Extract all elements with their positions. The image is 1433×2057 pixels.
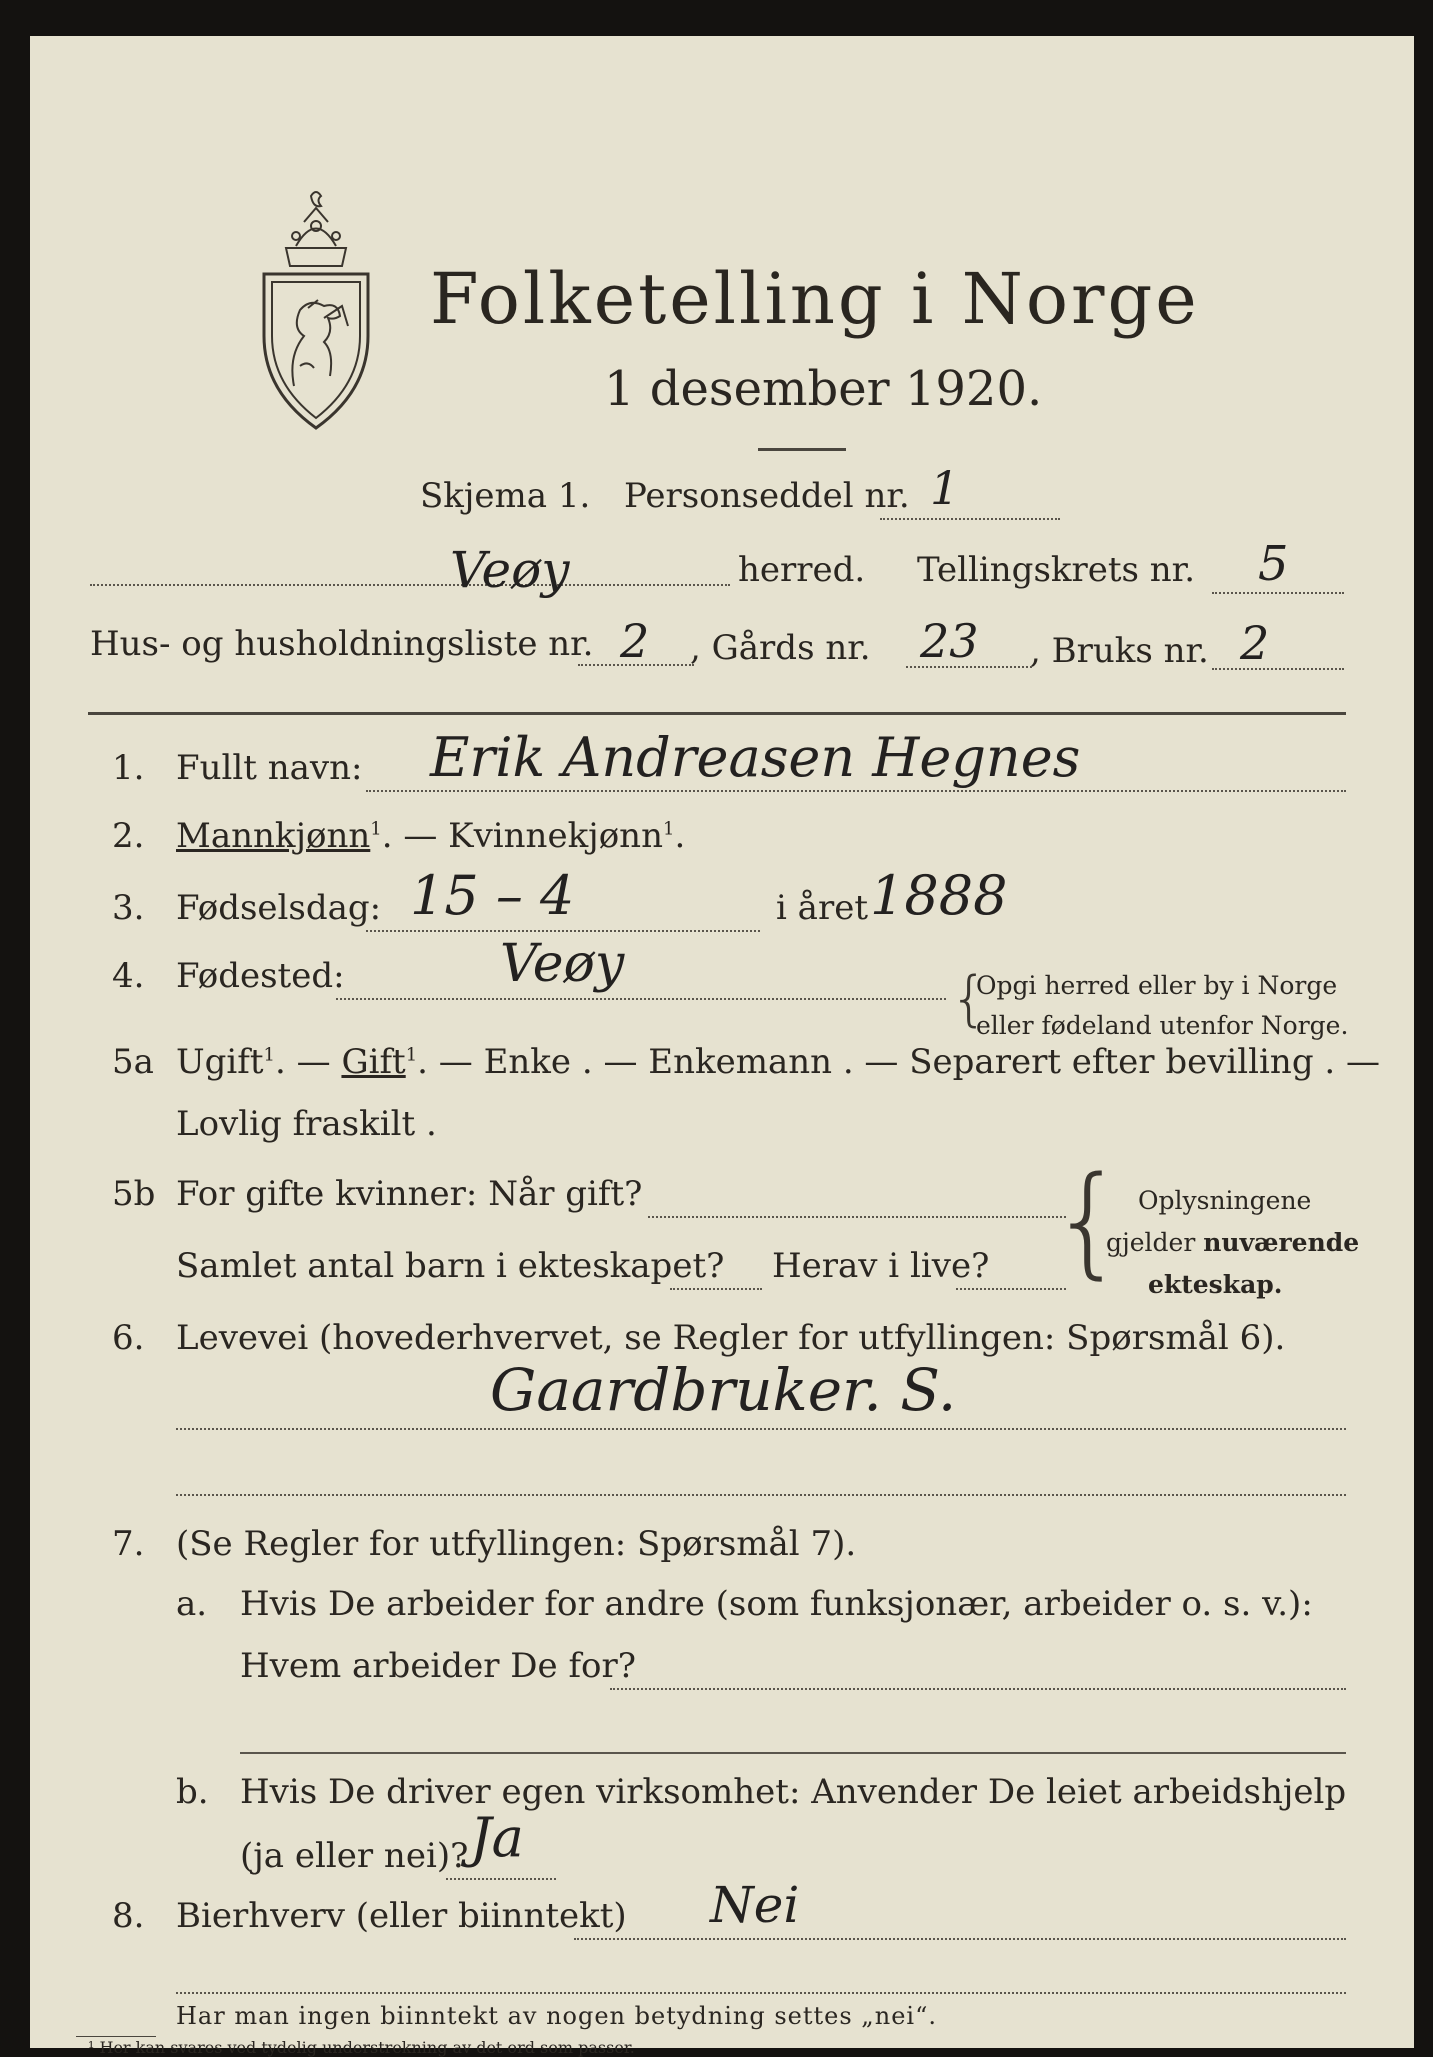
bruks-field xyxy=(1212,668,1344,670)
tellingskrets-field xyxy=(1212,592,1344,594)
q2-options: Mannkjønn$^1$. — Kvinnekjønn$^1$. xyxy=(176,816,686,856)
mannkjonn-option: Mannkjønn xyxy=(176,816,371,856)
q1-label: Fullt navn: xyxy=(176,748,363,788)
tellingskrets-label: Tellingskrets nr. xyxy=(917,550,1196,590)
q8-field-line2 xyxy=(176,1992,1346,1994)
other-status-options: . — Enke . — Enkemann . — Separert efter bevilling . — xyxy=(417,1042,1381,1082)
birth-year-value: 1888 xyxy=(870,864,1008,927)
bruks-nr-value: 2 xyxy=(1240,616,1270,670)
personseddel-label: Personseddel nr. xyxy=(624,476,910,516)
q6-number: 6. xyxy=(112,1318,145,1358)
husholdningsliste-nr-value: 2 xyxy=(620,614,650,668)
birthplace-value: Veøy xyxy=(500,934,625,994)
q7b-line1: Hvis De driver egen virksomhet: Anvender De leiet arbeidshjelp xyxy=(240,1772,1347,1812)
q5b-line1: For gifte kvinner: Når gift? xyxy=(176,1174,643,1214)
side-income-value: Nei xyxy=(710,1876,800,1934)
q6-field-line2 xyxy=(176,1494,1346,1496)
q5b-children-field xyxy=(670,1288,762,1290)
hired-help-value: Ja xyxy=(470,1806,524,1869)
personseddel-nr-value: 1 xyxy=(930,461,960,515)
q7-label: (Se Regler for utfyllingen: Spørsmål 7). xyxy=(176,1524,857,1564)
q2-number: 2. xyxy=(112,816,145,856)
q4-label: Fødested: xyxy=(176,956,345,996)
skjema-label: Skjema 1. xyxy=(420,476,591,516)
q4-note-line1: Opgi herred eller by i Norge xyxy=(976,971,1338,1000)
q5b-herav-label: Herav i live? xyxy=(772,1246,990,1286)
census-date: 1 desember 1920. xyxy=(604,361,1043,417)
herred-label: herred. xyxy=(738,550,866,590)
q5a-line2: Lovlig fraskilt . xyxy=(176,1104,437,1144)
q7b-field xyxy=(446,1878,556,1880)
q7a-line2: Hvem arbeider De for? xyxy=(240,1646,636,1686)
footer-note: Har man ingen biinntekt av nogen betydning settes „nei“. xyxy=(176,2002,937,2030)
gift-option: Gift xyxy=(341,1042,406,1082)
q8-number: 8. xyxy=(112,1896,145,1936)
q7b-letter: b. xyxy=(176,1772,209,1812)
q7a-field-line2 xyxy=(240,1752,1346,1754)
q5b-brace: { xyxy=(1050,1152,1127,1291)
q4-number: 4. xyxy=(112,956,145,996)
personseddel-field xyxy=(880,518,1060,520)
q6-label: Levevei (hovederhvervet, se Regler for utfyllingen: Spørsmål 6). xyxy=(176,1318,1286,1358)
q5b-note-line1: Oplysningene xyxy=(1138,1186,1312,1215)
tellingskrets-nr-value: 5 xyxy=(1258,536,1289,592)
q3-day-field xyxy=(366,930,760,932)
q8-field-line1 xyxy=(574,1938,1346,1940)
q3-label: Fødselsdag: xyxy=(176,888,382,928)
q6-field-line1 xyxy=(176,1428,1346,1430)
norwegian-coat-of-arms-icon xyxy=(256,186,376,436)
herred-field xyxy=(90,584,730,586)
herred-value: Veøy xyxy=(450,541,570,599)
q3-year-label: i året xyxy=(776,888,868,928)
birthday-value: 15 – 4 xyxy=(410,864,575,927)
q1-field xyxy=(366,790,1346,792)
q5b-married-field xyxy=(648,1216,1066,1218)
q1-number: 1. xyxy=(112,748,145,788)
full-name-value: Erik Andreasen Hegnes xyxy=(430,726,1081,789)
census-form-page xyxy=(30,36,1414,2057)
q5b-note-line3: ekteskap. xyxy=(1148,1270,1283,1299)
form-title: Folketelling i Norge xyxy=(430,258,1200,340)
bruks-label: , Bruks nr. xyxy=(1030,631,1209,671)
q3-number: 3. xyxy=(112,888,145,928)
q5b-number: 5b xyxy=(112,1174,156,1214)
title-rule xyxy=(758,448,846,451)
q5a-number: 5a xyxy=(112,1042,154,1082)
q7a-field-line1 xyxy=(610,1688,1346,1690)
q4-note-line2: eller fødeland utenfor Norge. xyxy=(976,1011,1349,1040)
q7b-line2: (ja eller nei)? xyxy=(240,1836,469,1876)
header-separator xyxy=(88,712,1346,715)
q4-field xyxy=(336,998,946,1000)
gards-label: , Gårds nr. xyxy=(690,628,871,668)
q5b-note-line2: gjelder nuværende xyxy=(1106,1228,1360,1257)
gards-nr-value: 23 xyxy=(920,614,979,668)
q7a-letter: a. xyxy=(176,1584,208,1624)
q5b-line2: Samlet antal barn i ekteskapet? xyxy=(176,1246,725,1286)
footnote-rule xyxy=(76,2036,156,2037)
occupation-value: Gaardbruker. S. xyxy=(490,1356,957,1424)
husholdningsliste-label: Hus- og husholdningsliste nr. xyxy=(90,624,594,664)
q5a-options: Ugift$^1$. — Gift$^1$. — Enke . — Enkemann . — Separert efter bevilling . — xyxy=(176,1042,1381,1082)
q4-brace: { xyxy=(950,964,989,1034)
kvinnekjonn-option: . — Kvinnekjønn xyxy=(381,816,663,856)
ugift-option: Ugift xyxy=(176,1042,264,1082)
q7a-line1: Hvis De arbeider for andre (som funksjonær, arbeider o. s. v.): xyxy=(240,1584,1313,1624)
q8-label: Bierhverv (eller biinntekt) xyxy=(176,1896,627,1936)
footnote: ¹ Her kan svares ved tydelig understrekning av det ord som passer. xyxy=(88,2038,635,2057)
q7-number: 7. xyxy=(112,1524,145,1564)
